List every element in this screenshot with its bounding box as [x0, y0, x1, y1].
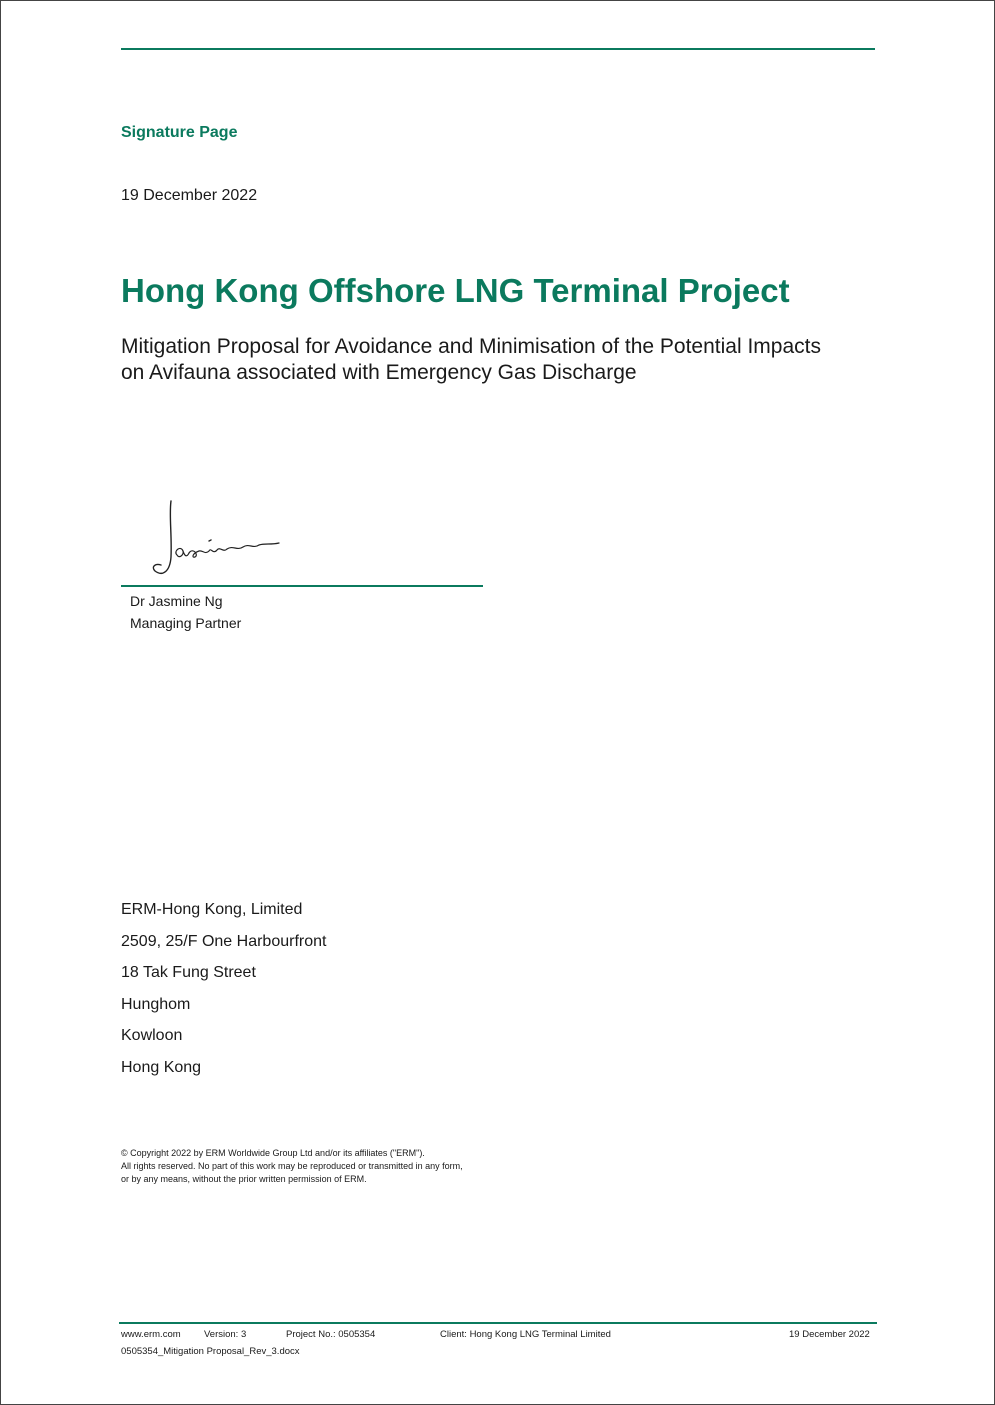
footer-filename: 0505354_Mitigation Proposal_Rev_3.docx	[121, 1346, 300, 1357]
address-line: ERM-Hong Kong, Limited	[121, 901, 303, 918]
document-date: 19 December 2022	[121, 187, 258, 204]
address-line: 18 Tak Fung Street	[121, 964, 256, 982]
signatory-name: Dr Jasmine Ng	[130, 593, 223, 609]
section-heading: Signature Page	[121, 124, 238, 141]
address-line: Kowloon	[121, 1027, 183, 1045]
footer-version: Version: 3	[204, 1329, 247, 1340]
footer-website: www.erm.com	[121, 1329, 181, 1340]
handwritten-signature	[145, 495, 290, 583]
signatory-role: Managing Partner	[130, 615, 242, 631]
address-line: Hong Kong	[121, 1058, 202, 1076]
document-subtitle: Mitigation Proposal for Avoidance and Minimisation of the Potential Impacts on Avifauna associated with Emergency Gas Discharge	[121, 335, 821, 384]
copyright-line: or by any means, without the prior written permission of ERM.	[121, 1174, 367, 1184]
company-address	[121, 900, 326, 1090]
footer-divider	[119, 1322, 877, 1324]
document-title: Hong Kong Offshore LNG Terminal Project	[121, 272, 790, 309]
signature-line	[121, 585, 483, 587]
copyright-line: © Copyright 2022 by ERM Worldwide Group Ltd and/or its affiliates ("ERM").	[121, 1148, 425, 1158]
footer-date: 19 December 2022	[789, 1329, 870, 1340]
address-line: 2509, 25/F One Harbourfront	[121, 932, 327, 950]
copyright-line: All rights reserved. No part of this work may be reproduced or transmitted in any form,	[121, 1161, 463, 1171]
footer-project-number: Project No.: 0505354	[286, 1329, 376, 1340]
address-line: Hunghom	[121, 995, 191, 1013]
copyright-notice	[121, 1147, 463, 1186]
footer-client: Client: Hong Kong LNG Terminal Limited	[440, 1329, 611, 1340]
top-divider	[121, 48, 875, 50]
